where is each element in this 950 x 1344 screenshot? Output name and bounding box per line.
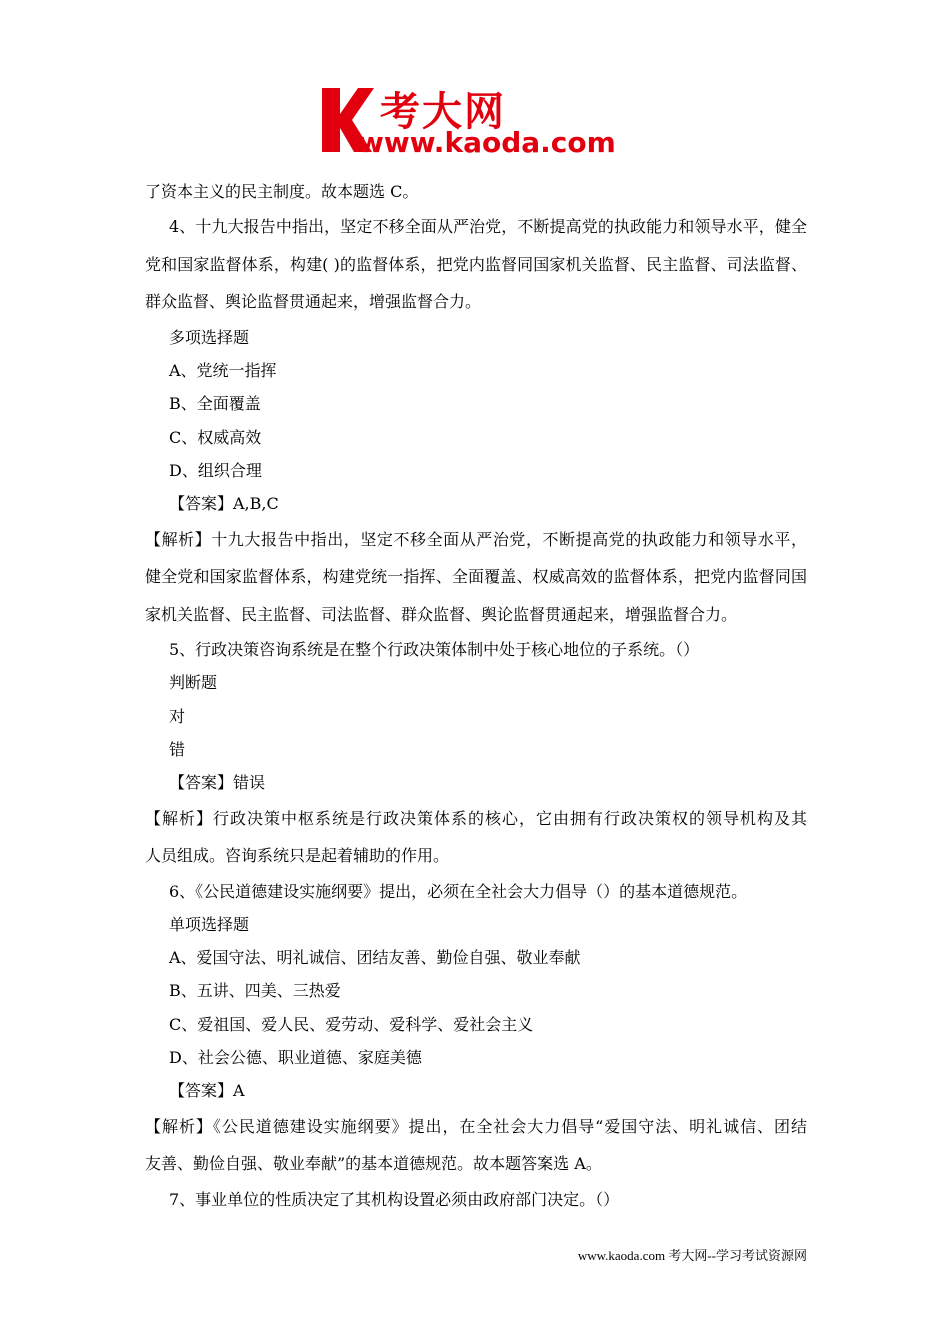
logo-url: www.kaoda.com xyxy=(358,126,616,159)
document-body xyxy=(145,175,807,1216)
option-d: D、社会公德、职业道德、家庭美德 xyxy=(169,1048,422,1068)
answer: 【答案】A xyxy=(169,1081,245,1101)
question-4-line: 党和国家监督体系，构建( )的监督体系，把党内监督同国家机关监督、民主监督、司法监督、 xyxy=(145,254,807,274)
page-footer: www.kaoda.com 考大网--学习考试资源网 xyxy=(577,1248,807,1263)
option-d: D、组织合理 xyxy=(169,460,262,480)
analysis-line: 【解析】行政决策中枢系统是行政决策体系的核心，它由拥有行政决策权的领导机构及其 xyxy=(145,808,807,828)
option-b: B、全面覆盖 xyxy=(169,394,261,414)
analysis-line: 【解析】《公民道德建设实施纲要》提出，在全社会大力倡导“爱国守法、明礼诚信、团结 xyxy=(145,1116,807,1136)
text-line: 了资本主义的民主制度。故本题选 C。 xyxy=(145,182,419,201)
option-b: B、五讲、四美、三热爱 xyxy=(169,981,341,1001)
kaoda-logo xyxy=(318,84,638,164)
logo-title: 考大网 xyxy=(380,89,506,135)
analysis-line: 家机关监督、民主监督、司法监督、群众监督、舆论监督贯通起来，增强监督合力。 xyxy=(145,604,738,624)
question-type: 判断题 xyxy=(169,673,218,693)
option-c: C、爱祖国、爱人民、爱劳动、爱科学、爱社会主义 xyxy=(169,1014,534,1034)
question-type: 单项选择题 xyxy=(169,914,250,934)
option-a: A、党统一指挥 xyxy=(169,361,277,381)
option-false: 错 xyxy=(169,739,186,759)
analysis-line: 人员组成。咨询系统只是起着辅助的作用。 xyxy=(145,846,450,866)
option-c: C、权威高效 xyxy=(169,427,262,447)
question-5: 5、行政决策咨询系统是在整个行政决策体制中处于核心地位的子系统。（） xyxy=(169,640,700,660)
option-a: A、爱国守法、明礼诚信、团结友善、勤俭自强、敬业奉献 xyxy=(169,948,581,968)
answer: 【答案】错误 xyxy=(169,773,266,793)
question-7: 7、事业单位的性质决定了其机构设置必须由政府部门决定。（） xyxy=(169,1189,620,1209)
analysis-line: 【解析】十九大报告中指出，坚定不移全面从严治党，不断提高党的执政能力和领导水平， xyxy=(145,529,807,549)
question-6: 6、《公民道德建设实施纲要》提出，必须在全社会大力倡导（）的基本道德规范。 xyxy=(169,881,748,901)
question-4-line: 4、十九大报告中指出，坚定不移全面从严治党，不断提高党的执政能力和领导水平，健全 xyxy=(169,217,807,237)
question-4-line: 群众监督、舆论监督贯通起来，增强监督合力。 xyxy=(145,292,482,312)
answer: 【答案】A,B,C xyxy=(169,494,279,514)
analysis-line: 友善、勤俭自强、敬业奉献”的基本道德规范。故本题答案选 A。 xyxy=(145,1154,602,1174)
question-type: 多项选择题 xyxy=(169,327,250,347)
analysis-line: 健全党和国家监督体系，构建党统一指挥、全面覆盖、权威高效的监督体系，把党内监督同国 xyxy=(145,567,807,587)
option-true: 对 xyxy=(169,706,186,726)
